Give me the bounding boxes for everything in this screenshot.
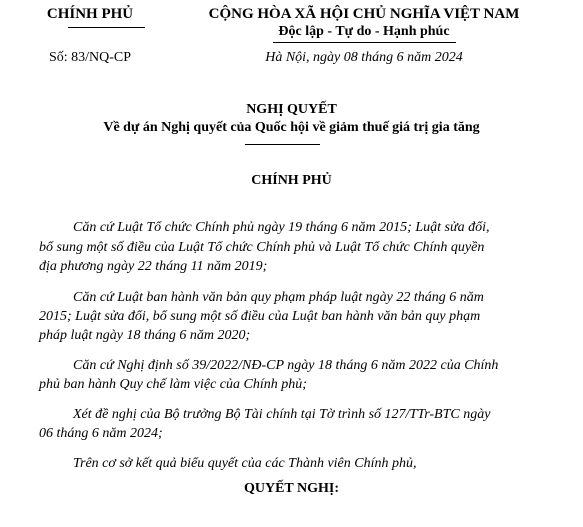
decision-heading: QUYẾT NGHỊ: bbox=[243, 481, 340, 496]
preamble-4-line-1: Xét đề nghị của Bộ trưởng Bộ Tài chính tại Tờ trình số 127/TTr-BTC ngày bbox=[73, 407, 491, 422]
national-title: CỘNG HÒA XÃ HỘI CHỦ NGHĨA VIỆT NAM bbox=[208, 6, 520, 22]
preamble-2-line-3: pháp luật ngày 18 tháng 6 năm 2020; bbox=[39, 328, 251, 343]
preamble-2-line-1: Căn cứ Luật ban hành văn bản quy phạm pháp luật ngày 22 tháng 6 năm bbox=[73, 290, 484, 305]
national-motto: Độc lập - Tự do - Hạnh phúc bbox=[278, 24, 450, 39]
preamble-1-line-2: bổ sung một số điều của Luật Tổ chức Chính phủ và Luật Tổ chức Chính quyền bbox=[39, 240, 485, 255]
issuing-agency: CHÍNH PHỦ bbox=[46, 6, 134, 22]
preamble-1-line-1: Căn cứ Luật Tổ chức Chính phủ ngày 19 tháng 6 năm 2015; Luật sửa đổi, bbox=[73, 220, 490, 235]
preamble-4-line-2: 06 tháng 6 năm 2024; bbox=[39, 426, 163, 441]
preamble-3-line-1: Căn cứ Nghị định số 39/2022/NĐ-CP ngày 18 tháng 6 năm 2022 của Chính bbox=[73, 358, 499, 373]
agency-underline bbox=[68, 27, 145, 28]
motto-underline bbox=[273, 42, 456, 43]
document-subject: Về dự án Nghị quyết của Quốc hội về giảm thuế giá trị gia tăng bbox=[103, 120, 480, 135]
document-number: Số: 83/NQ-CP bbox=[48, 50, 132, 65]
place-and-date: Hà Nội, ngày 08 tháng 6 năm 2024 bbox=[265, 50, 463, 65]
title-underline bbox=[245, 144, 320, 145]
preamble-3-line-2: phủ ban hành Quy chế làm việc của Chính phủ; bbox=[39, 377, 307, 392]
issuer-heading: CHÍNH PHỦ bbox=[251, 173, 332, 188]
preamble-1-line-3: địa phương ngày 22 tháng 11 năm 2019; bbox=[39, 259, 268, 274]
preamble-2-line-2: 2015; Luật sửa đổi, bổ sung một số điều của Luật ban hành văn bản quy phạm bbox=[39, 309, 481, 324]
document-type-title: NGHỊ QUYẾT bbox=[246, 102, 337, 117]
preamble-5-line-1: Trên cơ sở kết quả biểu quyết của các Thành viên Chính phủ, bbox=[73, 456, 417, 471]
